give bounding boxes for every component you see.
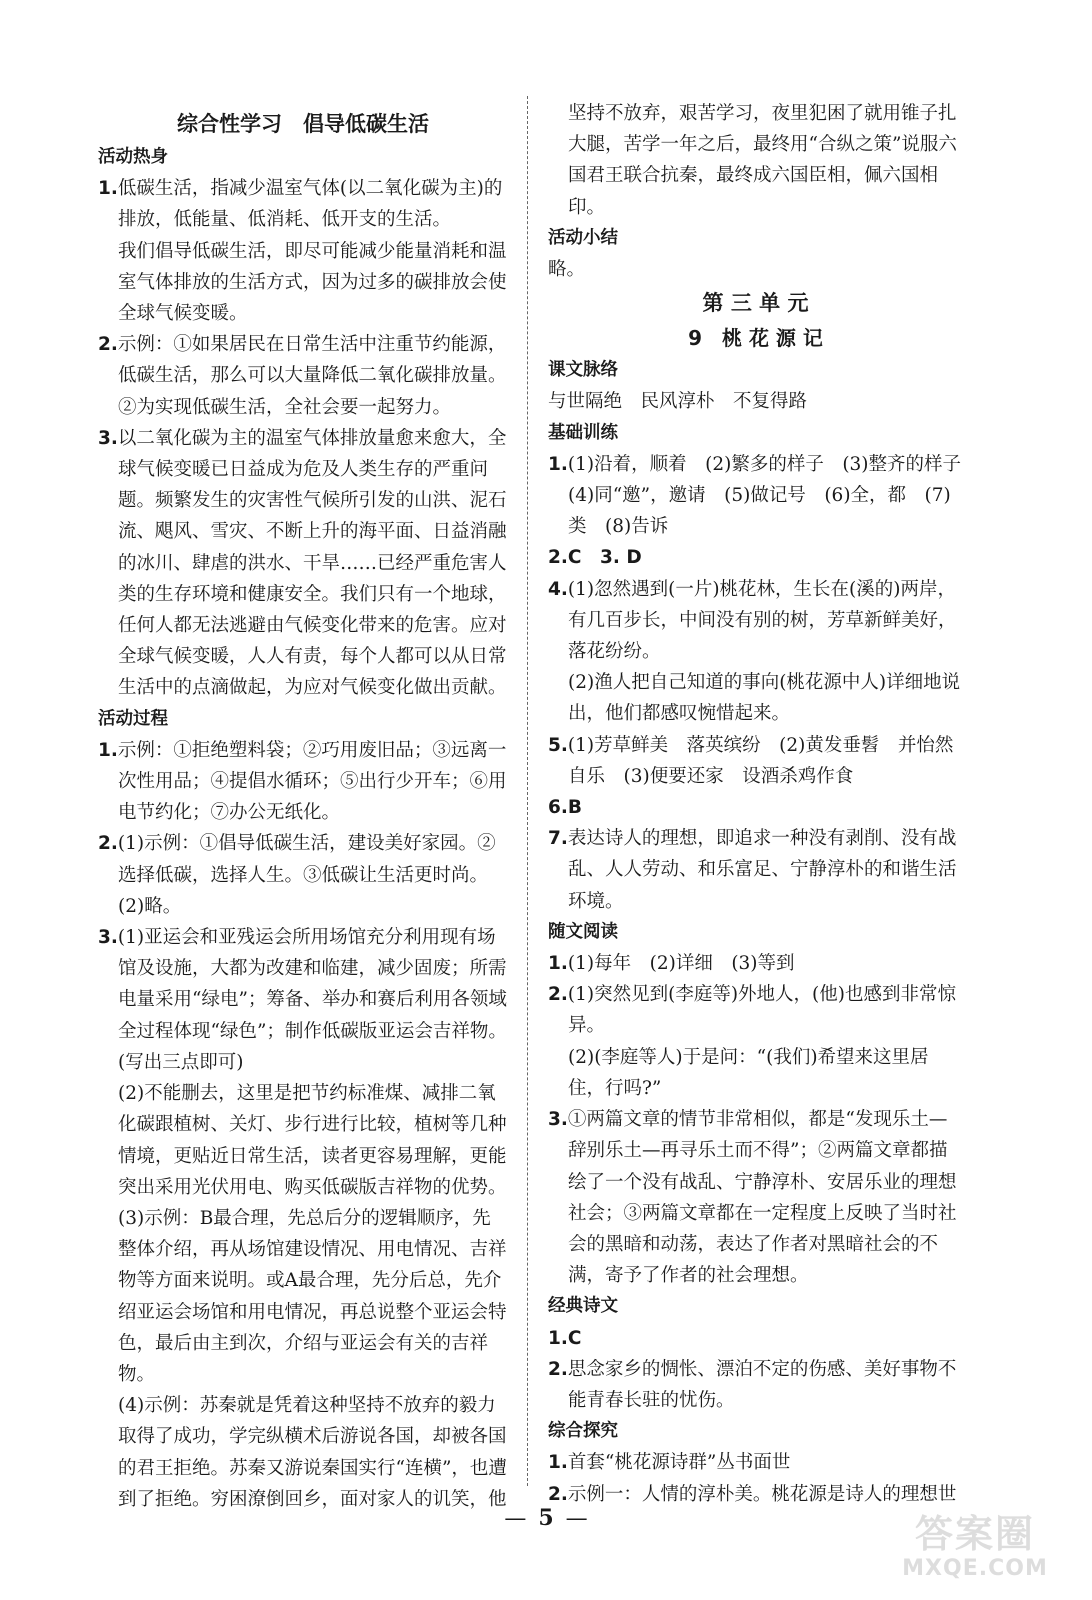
explore-list	[548, 1447, 963, 1509]
answer-item: 1.示例：①拒绝塑料袋；②巧用废旧品；③远离一次性用品；④提倡水循环；⑤出行少开车；⑥用电节约化；⑦办公无纸化。	[98, 739, 507, 824]
answer-item: 1.低碳生活，指减少温室气体(以二氧化碳为主)的排放，低能量、低消耗、低开支的生活。	[98, 178, 503, 231]
answer-subparagraph: ②为实现低碳生活，全社会要一起努力。	[118, 396, 452, 418]
answer-item: 2.示例：①如果居民在日常生活中注重节约能源，低碳生活，那么可以大量降低二氧化碳排放量。	[98, 334, 507, 387]
answer-subparagraph: (4)示例：苏秦就是凭着这种坚持不放弃的毅力取得了成功，学完纵横术后游说各国，却被各国的君王拒绝。苏秦又游说秦国实行“连横”，也遭到了拒绝。穷困潦倒回乡，面对家人的讥笑，他	[118, 1395, 507, 1510]
answer-item: 2.(1)突然见到(李庭等)外地人，(他)也感到非常惊异。	[548, 984, 956, 1037]
answer-item: 2.C 3. D	[548, 547, 642, 569]
answer-subparagraph: (2)不能删去，这里是把节约标准煤、减排二氧化碳跟植树、关灯、步行进行比较，植树等几种情境，更贴近日常生活，读者更容易理解，更能突出采用光伏用电、购买低碳版吉祥物的优势。	[118, 1083, 507, 1198]
reading-list	[548, 948, 963, 1291]
section-heading-summary: 活动小结	[548, 227, 618, 248]
poetry-list	[548, 1323, 963, 1417]
answer-item: 4.(1)忽然遇到(一片)桃花林，生长在(溪的)两岸，有几百步长，中间没有别的树，芳草新鲜美好，落花纷纷。	[548, 578, 957, 663]
answer-item: 2.(1)示例：①倡导低碳生活，建设美好家园。②选择低碳，选择人生。③低碳让生活更时尚。	[98, 833, 496, 886]
section-heading-warmup: 活动热身	[98, 147, 168, 167]
warmup-list	[98, 173, 508, 703]
unit-title: 第 三 单 元	[702, 291, 809, 316]
answer-item: 1.首套“桃花源诗群”丛书面世	[548, 1452, 791, 1474]
right-column	[548, 98, 980, 1510]
section-heading-process: 活动过程	[98, 708, 168, 729]
section-heading-reading: 随文阅读	[548, 921, 618, 942]
left-column	[98, 106, 508, 1515]
answer-subparagraph: (2)(李庭等人)于是问：“(我们)希望来这里居住，行吗?”	[568, 1046, 929, 1099]
answer-item: 3.以二氧化碳为主的温室气体排放量愈来愈大，全球气候变暖已日益成为危及人类生存的严重问题。频繁发生的灾害性气候所引发的山洪、泥石流、飓风、雪灾、不断上升的海平面、日益消融的冰川、肆虐的洪水、干旱……已经严重危害人类的生存环境和健康安全。我们只有一个地球，任何人都无法逃避由气候变化带来的危害。应对全球气候变暖，人人有责，每个人都可以从日常生活中的点滴做起，为应对气候变化做出贡献。	[98, 427, 507, 699]
answer-item: 3.(1)亚运会和亚残运会所用场馆充分利用现有场馆及设施，大都为改建和临建，减少固废；所需电量采用“绿电”；筹备、举办和赛后利用各领域全过程体现“绿色”；制作低碳版亚运会吉祥物。(写出三点即可)	[98, 927, 507, 1073]
continued-paragraph: 坚持不放弃，艰苦学习，夜里犯困了就用锥子扎大腿，苦学一年之后，最终用“合纵之策”说服六国君王联合抗秦，最终成六国臣相，佩六国相印。	[568, 103, 957, 218]
section-heading-basic: 基础训练	[548, 422, 618, 443]
section-heading-explore: 综合探究	[548, 1421, 618, 1442]
section-title: 综合性学习 倡导低碳生活	[177, 112, 429, 136]
page-number: — 5 —	[504, 1505, 588, 1531]
answer-item: 1.(1)每年 (2)详细 (3)等到	[548, 953, 795, 975]
answer-subparagraph: (2)略。	[118, 895, 182, 917]
answer-item: 3.①两篇文章的情节非常相似，都是“发现乐土—辞别乐土—再寻乐土而不得”；②两篇文章都描绘了一个没有战乱、宁静淳朴、安居乐业的理想社会；③两篇文章都在一定程度上反映了当时社会的黑暗和动荡，表达了作者对黑暗社会的不满，寄予了作者的社会理想。	[548, 1109, 957, 1287]
answer-item: 7.表达诗人的理想，即追求一种没有剥削、没有战乱、人人劳动、和乐富足、宁静淳朴的和谐生活环境。	[548, 828, 957, 912]
section-heading-poetry: 经典诗文	[548, 1296, 618, 1317]
page-number-value: 5	[538, 1505, 554, 1531]
basic-list	[548, 449, 980, 917]
answer-item: 2.思念家乡的惆怅、漂泊不定的伤感、美好事物不能青春长驻的忧伤。	[548, 1358, 957, 1411]
site-watermark-logo	[880, 1512, 1070, 1592]
answer-item: 5.(1)芳草鲜美 落英缤纷 (2)黄发垂髫 并怡然自乐 (3)便要还家 设酒杀鸡作食	[548, 734, 954, 787]
watermark-bottom-text: MXQE.COM	[902, 1556, 1048, 1581]
answer-item: 1.(1)沿着，顺着 (2)繁多的样子 (3)整齐的样子 (4)同“邀”，邀请 (5)做记号 (6)全，都 (7)类 (8)告诉	[548, 453, 980, 538]
lesson-title: 9 桃 花 源 记	[688, 326, 823, 351]
answer-subparagraph: (2)渔人把自己知道的事向(桃花源中人)详细地说出，他们都感叹惋惜起来。	[568, 672, 961, 725]
column-divider	[527, 96, 528, 1486]
answer-item: 1.C	[548, 1327, 582, 1349]
answer-item: 2.示例一：人情的淳朴美。桃花源是诗人的理想世	[548, 1483, 957, 1505]
section-heading-context: 课文脉络	[548, 360, 618, 381]
context-text: 与世隔绝 民风淳朴 不复得路	[548, 391, 808, 413]
answer-subparagraph: 我们倡导低碳生活，即尽可能减少能量消耗和温室气体排放的生活方式，因为过多的碳排放会使全球气候变暖。	[118, 240, 507, 325]
summary-text: 略。	[548, 259, 586, 281]
watermark-top-text: 答案圈	[914, 1512, 1035, 1556]
answer-subparagraph: (3)示例：B最合理，先总后分的逻辑顺序，先整体介绍，再从场馆建设情况、用电情况、吉祥物等方面来说明。或A最合理，先分后总，先介绍亚运会场馆和用电情况，再总说整个亚运会特色，最后由主到次，介绍与亚运会有关的吉祥物。	[118, 1207, 507, 1385]
process-list	[98, 735, 508, 1515]
answer-item: 6.B	[548, 797, 583, 819]
